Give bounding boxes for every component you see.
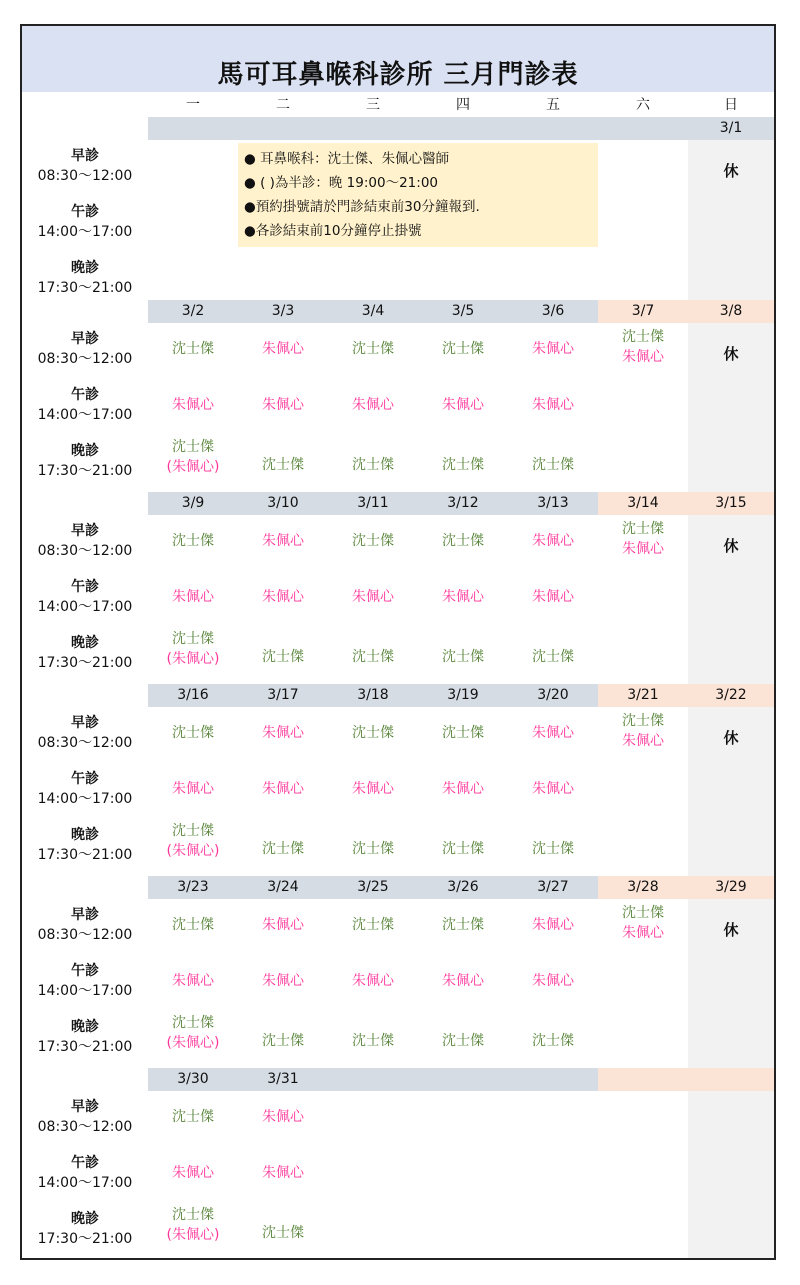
- doctor-name: 沈士傑: [352, 725, 394, 741]
- doctor-name: 朱佩心: [532, 533, 574, 549]
- doctor-name: 沈士傑: [172, 1015, 214, 1031]
- doctor-name: 沈士傑: [442, 533, 484, 549]
- date-band: [148, 117, 774, 140]
- date-cell: 3/20: [537, 687, 569, 703]
- date-cell: 3/21: [627, 687, 659, 703]
- session-label: [22, 1153, 148, 1197]
- doctor-name: 沈士傑: [262, 1033, 304, 1049]
- doctor-name: 沈士傑: [532, 841, 574, 857]
- doctor-name: 沈士傑: [172, 1109, 214, 1125]
- doctor-name: 朱佩心: [442, 973, 484, 989]
- session-label: [22, 202, 148, 246]
- doctor-cell: [148, 437, 238, 481]
- doctor-name: 沈士傑: [352, 533, 394, 549]
- date-cell: 3/14: [627, 495, 659, 511]
- doctor-name: 朱佩心: [262, 533, 304, 549]
- doctor-name: 沈士傑: [622, 905, 664, 921]
- date-cell: 3/4: [361, 303, 385, 319]
- session-name: 晚診: [71, 1019, 99, 1035]
- session-time: 08:30～12:00: [37, 543, 133, 559]
- doctor-name-half: (朱佩心): [166, 1035, 220, 1051]
- date-cell: 3/6: [541, 303, 565, 319]
- doctor-name: 沈士傑: [172, 533, 214, 549]
- session-time: 14:00～17:00: [37, 599, 133, 615]
- session-time: 14:00～17:00: [37, 983, 133, 999]
- date-cell: 3/9: [181, 495, 205, 511]
- doctor-name: 沈士傑: [442, 649, 484, 665]
- doctor-name: 朱佩心: [352, 781, 394, 797]
- doctor-name: 朱佩心: [262, 781, 304, 797]
- doctor-name: 朱佩心: [262, 973, 304, 989]
- doctor-name: 沈士傑: [442, 1033, 484, 1049]
- weekday-header: 一: [186, 97, 200, 113]
- doctor-name: 沈士傑: [352, 457, 394, 473]
- date-cell: 3/17: [267, 687, 299, 703]
- session-time: 08:30～12:00: [37, 351, 133, 367]
- doctor-name: 沈士傑: [172, 1207, 214, 1223]
- doctor-name: 沈士傑: [532, 649, 574, 665]
- session-time: 08:30～12:00: [37, 927, 133, 943]
- session-name: 晚診: [71, 827, 99, 843]
- session-name: 午診: [71, 963, 99, 979]
- saturday-doctor-cell: [598, 327, 688, 371]
- doctor-name: 沈士傑: [262, 841, 304, 857]
- doctor-name: 朱佩心: [262, 917, 304, 933]
- session-label: [22, 961, 148, 1005]
- date-cell: 3/23: [177, 879, 209, 895]
- session-name: 早診: [71, 523, 99, 539]
- doctor-name: 沈士傑: [172, 917, 214, 933]
- session-label: [22, 385, 148, 429]
- doctor-name: 沈士傑: [442, 457, 484, 473]
- doctor-name: 沈士傑: [352, 841, 394, 857]
- date-cell: 3/1: [719, 120, 743, 136]
- doctor-name: 沈士傑: [442, 725, 484, 741]
- doctor-name: 朱佩心: [532, 973, 574, 989]
- doctor-name: 沈士傑: [262, 649, 304, 665]
- doctor-name: 沈士傑: [172, 439, 214, 455]
- date-cell: 3/26: [447, 879, 479, 895]
- session-label: [22, 1209, 148, 1253]
- session-time: 17:30～21:00: [37, 280, 133, 296]
- session-label: [22, 577, 148, 621]
- doctor-name: 朱佩心: [532, 781, 574, 797]
- session-label: [22, 825, 148, 869]
- session-label: [22, 146, 148, 190]
- session-time: 17:30～21:00: [37, 655, 133, 671]
- doctor-name: 朱佩心: [352, 397, 394, 413]
- date-cell: 3/3: [271, 303, 295, 319]
- session-label: [22, 905, 148, 949]
- session-name: 晚診: [71, 260, 99, 276]
- date-cell: 3/19: [447, 687, 479, 703]
- doctor-name: 朱佩心: [532, 725, 574, 741]
- session-label: [22, 521, 148, 565]
- doctor-name: 朱佩心: [262, 589, 304, 605]
- date-cell: 3/25: [357, 879, 389, 895]
- doctor-name: 沈士傑: [622, 713, 664, 729]
- notice-line: ● 耳鼻喉科：沈士傑、朱佩心醫師: [244, 151, 450, 167]
- session-label: [22, 441, 148, 485]
- session-time: 08:30～12:00: [37, 168, 133, 184]
- date-cell: 3/22: [715, 687, 747, 703]
- doctor-name-half: (朱佩心): [166, 651, 220, 667]
- closed-mark: 休: [723, 537, 739, 555]
- session-time: 17:30～21:00: [37, 1039, 133, 1055]
- date-cell: 3/30: [177, 1071, 209, 1087]
- doctor-name: 沈士傑: [172, 725, 214, 741]
- doctor-name: 沈士傑: [262, 457, 304, 473]
- date-cell: 3/16: [177, 687, 209, 703]
- session-time: 17:30～21:00: [37, 847, 133, 863]
- date-cell: 3/7: [631, 303, 655, 319]
- doctor-name: 朱佩心: [622, 541, 664, 557]
- doctor-name: 朱佩心: [172, 781, 214, 797]
- doctor-cell: [148, 821, 238, 865]
- doctor-name: 沈士傑: [352, 341, 394, 357]
- closed-mark: 休: [723, 162, 739, 180]
- date-cell: 3/12: [447, 495, 479, 511]
- closed-mark: 休: [723, 345, 739, 363]
- doctor-name: 朱佩心: [352, 589, 394, 605]
- notice-line: ●各診結束前10分鐘停止掛號: [244, 223, 422, 239]
- date-cell: 3/28: [627, 879, 659, 895]
- doctor-name: 朱佩心: [622, 733, 664, 749]
- doctor-name: 沈士傑: [442, 917, 484, 933]
- session-label: [22, 1097, 148, 1141]
- notice-line: ●預約掛號請於門診結束前30分鐘報到.: [244, 199, 480, 215]
- doctor-name: 沈士傑: [532, 457, 574, 473]
- doctor-name: 朱佩心: [172, 397, 214, 413]
- doctor-name: 朱佩心: [262, 1109, 304, 1125]
- weekday-header: 三: [366, 97, 380, 113]
- saturday-doctor-cell: [598, 903, 688, 947]
- date-cell: 3/10: [267, 495, 299, 511]
- doctor-name-half: (朱佩心): [166, 1227, 220, 1243]
- session-time: 17:30～21:00: [37, 1231, 133, 1247]
- doctor-name: 沈士傑: [352, 649, 394, 665]
- session-name: 午診: [71, 771, 99, 787]
- date-cell: 3/11: [357, 495, 389, 511]
- session-name: 晚診: [71, 443, 99, 459]
- doctor-cell: [148, 1205, 238, 1249]
- doctor-name: 朱佩心: [532, 341, 574, 357]
- doctor-name: 沈士傑: [622, 329, 664, 345]
- session-time: 14:00～17:00: [37, 407, 133, 423]
- doctor-name: 沈士傑: [622, 521, 664, 537]
- doctor-name: 朱佩心: [352, 973, 394, 989]
- doctor-name: 朱佩心: [532, 589, 574, 605]
- weekday-header: 日: [724, 97, 738, 113]
- doctor-cell: [148, 1013, 238, 1057]
- session-time: 14:00～17:00: [37, 224, 133, 240]
- weekday-header: 四: [456, 97, 470, 113]
- date-cell: 3/5: [451, 303, 475, 319]
- session-name: 午診: [71, 204, 99, 220]
- date-cell: 3/31: [267, 1071, 299, 1087]
- weekend-date-band: [598, 1068, 774, 1091]
- date-cell: 3/29: [715, 879, 747, 895]
- doctor-name: 朱佩心: [262, 397, 304, 413]
- session-name: 早診: [71, 907, 99, 923]
- session-name: 早診: [71, 331, 99, 347]
- closed-mark: 休: [723, 921, 739, 939]
- page-title: 馬可耳鼻喉科診所 三月門診表: [217, 60, 579, 90]
- doctor-name: 沈士傑: [532, 1033, 574, 1049]
- saturday-doctor-cell: [598, 519, 688, 563]
- doctor-name: 朱佩心: [532, 917, 574, 933]
- session-time: 08:30～12:00: [37, 1119, 133, 1135]
- doctor-name: 朱佩心: [262, 1165, 304, 1181]
- doctor-name: 沈士傑: [442, 341, 484, 357]
- doctor-name-half: (朱佩心): [166, 459, 220, 475]
- weekday-header: 六: [636, 97, 650, 113]
- doctor-name: 朱佩心: [622, 925, 664, 941]
- schedule-frame: [20, 24, 776, 1260]
- session-time: 14:00～17:00: [37, 791, 133, 807]
- session-label: [22, 713, 148, 757]
- doctor-name: 朱佩心: [262, 725, 304, 741]
- doctor-cell: [148, 629, 238, 673]
- doctor-name: 沈士傑: [352, 1033, 394, 1049]
- doctor-name: 沈士傑: [352, 917, 394, 933]
- schedule-grid: [22, 26, 774, 1258]
- doctor-name: 朱佩心: [172, 1165, 214, 1181]
- date-cell: 3/15: [715, 495, 747, 511]
- date-cell: 3/18: [357, 687, 389, 703]
- weekday-header: 二: [276, 97, 290, 113]
- date-cell: 3/24: [267, 879, 299, 895]
- weekday-header: 五: [546, 97, 560, 113]
- session-name: 早診: [71, 148, 99, 164]
- doctor-name: 沈士傑: [262, 1225, 304, 1241]
- session-time: 17:30～21:00: [37, 463, 133, 479]
- doctor-name: 朱佩心: [442, 397, 484, 413]
- saturday-doctor-cell: [598, 711, 688, 755]
- doctor-name: 朱佩心: [622, 349, 664, 365]
- session-name: 午診: [71, 387, 99, 403]
- closed-mark: 休: [723, 729, 739, 747]
- date-cell: 3/2: [181, 303, 205, 319]
- session-name: 晚診: [71, 1211, 99, 1227]
- date-cell: 3/8: [719, 303, 743, 319]
- doctor-name: 朱佩心: [172, 973, 214, 989]
- doctor-name-half: (朱佩心): [166, 843, 220, 859]
- session-label: [22, 258, 148, 302]
- session-name: 午診: [71, 1155, 99, 1171]
- doctor-name: 沈士傑: [172, 631, 214, 647]
- notice-box: [238, 143, 598, 247]
- session-label: [22, 769, 148, 813]
- session-name: 午診: [71, 579, 99, 595]
- session-name: 早診: [71, 715, 99, 731]
- doctor-name: 沈士傑: [172, 823, 214, 839]
- doctor-name: 朱佩心: [532, 397, 574, 413]
- session-label: [22, 329, 148, 373]
- doctor-name: 沈士傑: [442, 841, 484, 857]
- session-time: 08:30～12:00: [37, 735, 133, 751]
- doctor-name: 朱佩心: [262, 341, 304, 357]
- session-name: 晚診: [71, 635, 99, 651]
- notice-line: ● ( )為半診：晚 19:00～21:00: [244, 175, 438, 191]
- session-label: [22, 1017, 148, 1061]
- doctor-name: 朱佩心: [172, 589, 214, 605]
- doctor-name: 沈士傑: [172, 341, 214, 357]
- session-label: [22, 633, 148, 677]
- session-time: 14:00～17:00: [37, 1175, 133, 1191]
- doctor-name: 朱佩心: [442, 589, 484, 605]
- date-cell: 3/27: [537, 879, 569, 895]
- session-name: 早診: [71, 1099, 99, 1115]
- doctor-name: 朱佩心: [442, 781, 484, 797]
- date-cell: 3/13: [537, 495, 569, 511]
